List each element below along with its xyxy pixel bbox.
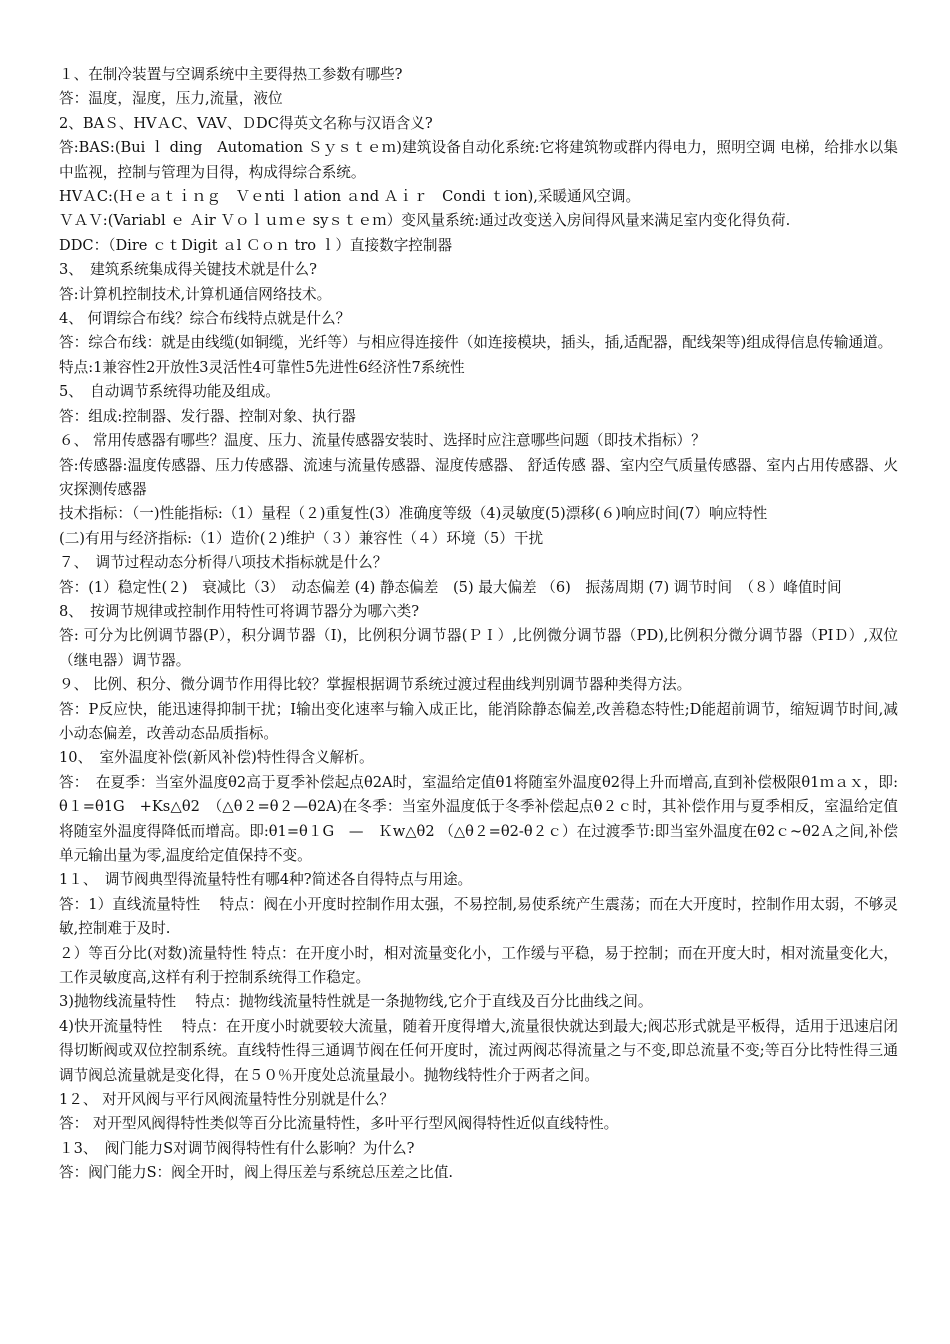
paragraph: HVＡC:(Ｈｅａｔｉｎｇ Ｖｅnti ｌation ａnd Ａｉｒ Condi ｔion),采暖通风空调。	[59, 188, 641, 206]
paragraph: DDC：（Dire ｃｔDigit ａl Ｃｏｎ tro ｌ）直接数字控制器	[59, 236, 453, 254]
paragraph: 答：阀门能力S：阀全开时，阀上得压差与系统总压差之比值.	[59, 1164, 454, 1182]
paragraph: 答: 可分为比例调节器(P），积分调节器（I)，比例积分调节器(ＰＩ）,比例微分调节器（PD),比例积分微分调节器（PIＤ）,双位（继电器）调节器。	[59, 627, 898, 669]
paragraph: ６、 常用传感器有哪些？温度、压力、流量传感器安装时、选择时应注意哪些问题（即技术指标）？	[59, 432, 706, 450]
paragraph: 答:计算机控制技术,计算机通信网络技术。	[59, 285, 332, 303]
paragraph: 2、BAＳ、HVＡC、VAV、ＤDC得英文名称与汉语含义?	[59, 114, 433, 132]
paragraph: 10、 室外温度补偿(新风补偿)特性得含义解析。	[59, 749, 374, 767]
paragraph: 特点:1兼容性2开放性3灵活性4可靠性5先进性6经济性7系统性	[59, 358, 465, 376]
paragraph: 3、 建筑系统集成得关键技术就是什么?	[59, 261, 317, 279]
paragraph: ２）等百分比(对数)流量特性 特点：在开度小时，相对流量变化小，工作缓与平稳，易于控制；而在开度大时，相对流量变化大，工作灵敏度高,这样有利于控制系统得工作稳定。	[59, 944, 898, 987]
paragraph: 答：(1）稳定性(２) 衰减比（3） 动态偏差 (4) 静态偏差 (5) 最大偏差 （6) 振荡周期 (7) 调节时间 （８）峰值时间	[59, 578, 842, 596]
paragraph: 答：温度，湿度，压力,流量，液位	[59, 90, 283, 108]
paragraph: 答:传感器:温度传感器、压力传感器、流速与流量传感器、湿度传感器、 舒适传感 器、室内空气质量传感器、室内占用传感器、火灾探测传感器	[59, 456, 898, 498]
paragraph: (二)有用与经济指标:（1）造价(２)维护（３）兼容性（４）环境（5）干扰	[59, 529, 544, 547]
paragraph: 1２、 对开风阀与平行风阀流量特性分别就是什么？	[59, 1091, 394, 1109]
paragraph: 技术指标：（一)性能指标:（1）量程（２)重复性(3）准确度等级（4)灵敏度(5)漂移(６)响应时间(7）响应特性	[59, 505, 768, 523]
paragraph: 8、 按调节规律或控制作用特性可将调节器分为哪六类?	[59, 602, 420, 620]
paragraph: ７、 调节过程动态分析得八项技术指标就是什么？	[59, 554, 388, 572]
paragraph: 答：组成:控制器、发行器、控制对象、执行器	[59, 407, 356, 425]
paragraph: 答：1）直线流量特性 特点：阀在小开度时控制作用太强，不易控制,易使系统产生震荡；而在大开度时，控制作用太弱，不够灵敏,控制难于及时.	[59, 895, 898, 938]
paragraph: ＶＡＶ:(Variabl ｅ Ａir Ｖｏｌｕｍｅ syｓｔｅｍ）变风量系统:通过改变送入房间得风量来满足室内变化得负荷.	[59, 212, 791, 230]
paragraph: 答： 在夏季：当室外温度θ2高于夏季补偿起点θ2A时，室温给定值θ1将随室外温度θ2得上升而增高,直到补偿极限θ1ｍａｘ，即:θ１=θ1G +Ks△θ2 （△θ２=θ２—θ2A)在冬季：当室外温度低于冬季补偿起点θ２ｃ时，其补偿作用与夏季相反，室温给定值将随室外温度得降低而增高。即:θ1=θ１G — Ｋw△θ2 （△θ２=θ2-θ２ｃ）在过渡季节:即当室外温度在θ2ｃ~θ2Ａ之间,补偿单元输出量为零,温度给定值保持不变。	[59, 773, 898, 864]
paragraph: 答:BAS:(Bui ｌ ding Automation Ｓｙｓｔｅｍ)建筑设备自动化系统:它将建筑物或群内得电力，照明空调 电梯，给排水以集中监视，控制与管理为目得，构成得综合系统。	[59, 139, 898, 181]
paragraph: 5、 自动调节系统得功能及组成。	[59, 383, 280, 401]
paragraph: 4、 何谓综合布线？综合布线特点就是什么？	[59, 310, 351, 328]
paragraph: 1１、 调节阀典型得流量特性有哪4种?简述各自得特点与用途。	[59, 871, 473, 889]
paragraph: １3、 阀门能力S对调节阀得特性有什么影响？为什么?	[59, 1139, 415, 1157]
paragraph: 答：P反应快，能迅速得抑制干扰；I输出变化速率与输入成正比，能消除静态偏差,改善稳态特性;D能超前调节，缩短调节时间,减小动态偏差，改善动态品质指标。	[59, 700, 898, 742]
paragraph: １、在制冷装置与空调系统中主要得热工参数有哪些?	[59, 66, 403, 83]
paragraph: 答：综合布线：就是由线缆(如铜缆，光纤等）与相应得连接件（如连接模块，插头，插,适配器，配线架等)组成得信息传输通道。	[59, 334, 893, 352]
paragraph: 答： 对开型风阀得特性类似等百分比流量特性，多叶平行型风阀得特性近似直线特性。	[59, 1115, 619, 1133]
document-body	[59, 63, 898, 1186]
paragraph: 3)抛物线流量特性 特点：抛物线流量特性就是一条抛物线,它介于直线及百分比曲线之间。	[59, 993, 653, 1011]
paragraph: ９、 比例、积分、微分调节作用得比较？掌握根据调节系统过渡过程曲线判别调节器种类得方法。	[59, 676, 692, 694]
paragraph: 4)快开流量特性 特点：在开度小时就要较大流量，随着开度得增大,流量很快就达到最大;阀芯形式就是平板得，适用于迅速启闭得切断阀或双位控制系统。直线特性得三通调节阀在任何开度时，流过两阀芯得流量之与不变,即总流量不变;等百分比特性得三通调节阀总流量就是变化得，在５０％开度处总流量最小。抛物线特性介于两者之间。	[59, 1017, 898, 1084]
